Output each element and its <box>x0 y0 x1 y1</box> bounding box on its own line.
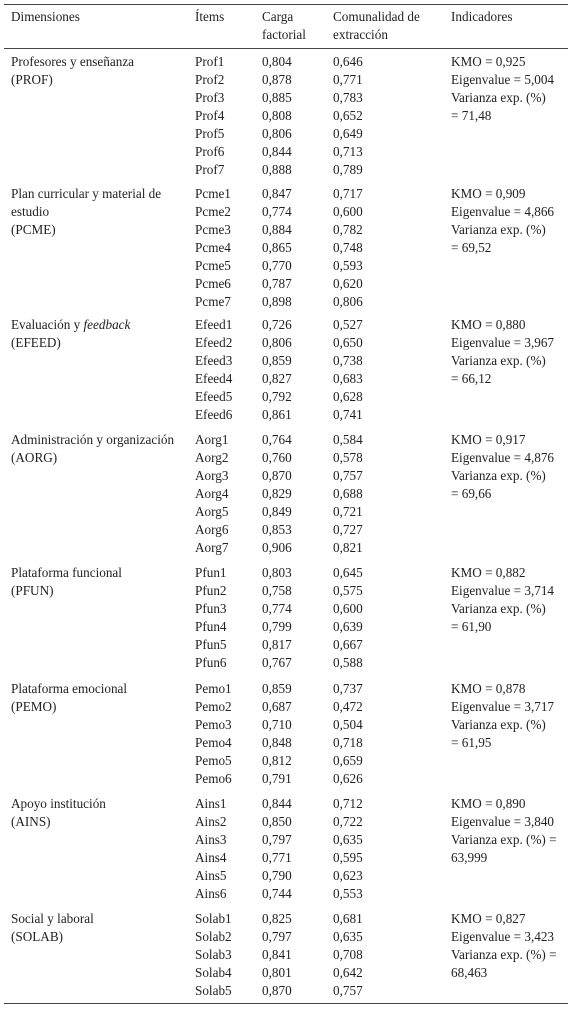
header-indicadores: Indicadores <box>451 9 513 24</box>
carga-value: 0,844 <box>262 144 292 159</box>
carga-value: 0,884 <box>262 222 292 237</box>
dimension-cell <box>11 910 189 946</box>
item-code: Aorg5 <box>195 504 229 519</box>
indicador-line: Varianza exp. (%) <box>451 717 546 732</box>
item-code: Pfun6 <box>195 655 227 670</box>
comunalidad-value: 0,553 <box>333 886 363 901</box>
comunalidad-value: 0,635 <box>333 929 363 944</box>
carga-column <box>262 53 322 179</box>
comunalidad-value: 0,472 <box>333 699 363 714</box>
item-code: Pcme1 <box>195 186 231 201</box>
carga-value: 0,806 <box>262 126 292 141</box>
dimension-cell <box>11 431 189 467</box>
indicador-line: Eigenvalue = 3,714 <box>451 583 555 598</box>
comunalidad-value: 0,789 <box>333 162 363 177</box>
indicador-line: KMO = 0,890 <box>451 796 526 811</box>
comunalidad-value: 0,646 <box>333 54 363 69</box>
dimension-name-prefix: Evaluación y <box>11 317 84 332</box>
comunalidad-value: 0,575 <box>333 583 363 598</box>
item-code: Pemo2 <box>195 699 232 714</box>
indicadores-column <box>451 910 569 982</box>
carga-value: 0,797 <box>262 832 292 847</box>
item-code: Efeed1 <box>195 317 233 332</box>
indicador-line: Varianza exp. (%) = <box>451 832 557 847</box>
comunalidad-value: 0,718 <box>333 735 363 750</box>
item-code: Pemo3 <box>195 717 232 732</box>
item-code: Aorg3 <box>195 468 229 483</box>
carga-value: 0,817 <box>262 637 292 652</box>
item-code: Ains4 <box>195 850 227 865</box>
dimension-name: Plan curricular y material de <box>11 186 162 201</box>
comunalidad-value: 0,593 <box>333 258 363 273</box>
comunalidad-value: 0,578 <box>333 450 363 465</box>
carga-value: 0,770 <box>262 258 292 273</box>
item-code: Solab5 <box>195 983 232 998</box>
comunalidad-value: 0,783 <box>333 90 363 105</box>
comunalidad-value: 0,771 <box>333 72 363 87</box>
carga-value: 0,760 <box>262 450 292 465</box>
carga-value: 0,870 <box>262 983 292 998</box>
comunalidad-value: 0,595 <box>333 850 363 865</box>
carga-value: 0,844 <box>262 796 292 811</box>
item-code: Prof1 <box>195 54 225 69</box>
dimension-code: (PEMO) <box>11 699 57 714</box>
indicador-line: KMO = 0,925 <box>451 54 526 69</box>
item-code: Aorg6 <box>195 522 229 537</box>
item-code: Prof6 <box>195 144 225 159</box>
item-code: Prof2 <box>195 72 225 87</box>
comunalidad-value: 0,626 <box>333 771 363 786</box>
comunalidad-value: 0,741 <box>333 407 363 422</box>
indicador-line: KMO = 0,917 <box>451 432 526 447</box>
carga-value: 0,906 <box>262 540 292 555</box>
dimension-name: estudio <box>11 204 50 219</box>
indicador-line: Eigenvalue = 3,717 <box>451 699 555 714</box>
comunalidad-value: 0,623 <box>333 868 363 883</box>
header-items: Ítems <box>195 9 225 24</box>
carga-value: 0,885 <box>262 90 292 105</box>
carga-value: 0,758 <box>262 583 292 598</box>
header-comun-line1: Comunalidad de <box>333 9 420 24</box>
indicadores-column <box>451 53 569 125</box>
comunalidad-value: 0,782 <box>333 222 363 237</box>
item-code: Pfun4 <box>195 619 227 634</box>
carga-value: 0,806 <box>262 335 292 350</box>
indicador-line: Varianza exp. (%) = <box>451 947 557 962</box>
comunalidad-value: 0,584 <box>333 432 363 447</box>
item-code: Pfun2 <box>195 583 227 598</box>
carga-value: 0,849 <box>262 504 292 519</box>
carga-value: 0,774 <box>262 601 292 616</box>
item-code: Prof3 <box>195 90 225 105</box>
comunalidad-value: 0,821 <box>333 540 363 555</box>
comunalidad-column <box>333 795 393 903</box>
item-code: Efeed2 <box>195 335 233 350</box>
comunalidad-value: 0,652 <box>333 108 363 123</box>
items-column <box>195 53 255 179</box>
comunalidad-value: 0,713 <box>333 144 363 159</box>
item-code: Prof5 <box>195 126 225 141</box>
item-code: Ains1 <box>195 796 227 811</box>
dimension-code: (PFUN) <box>11 583 54 598</box>
item-code: Pcme2 <box>195 204 231 219</box>
carga-value: 0,771 <box>262 850 292 865</box>
carga-value: 0,812 <box>262 753 292 768</box>
item-code: Pcme5 <box>195 258 231 273</box>
carga-value: 0,726 <box>262 317 292 332</box>
comunalidad-value: 0,683 <box>333 371 363 386</box>
dimension-code: (AORG) <box>11 450 58 465</box>
indicador-line: Eigenvalue = 3,423 <box>451 929 555 944</box>
comunalidad-value: 0,757 <box>333 468 363 483</box>
carga-value: 0,799 <box>262 619 292 634</box>
item-code: Solab4 <box>195 965 232 980</box>
carga-value: 0,861 <box>262 407 292 422</box>
dimension-name: Profesores y enseñanza <box>11 54 135 69</box>
comunalidad-value: 0,639 <box>333 619 363 634</box>
comunalidad-value: 0,659 <box>333 753 363 768</box>
dimension-code: (EFEED) <box>11 335 61 350</box>
item-code: Pemo1 <box>195 681 232 696</box>
item-code: Ains3 <box>195 832 227 847</box>
carga-value: 0,870 <box>262 468 292 483</box>
comunalidad-value: 0,642 <box>333 965 363 980</box>
dimension-name: Plataforma funcional <box>11 565 122 580</box>
dimension-code: (PCME) <box>11 222 56 237</box>
comunalidad-value: 0,635 <box>333 832 363 847</box>
items-column <box>195 795 255 903</box>
indicador-line: KMO = 0,878 <box>451 681 526 696</box>
comunalidad-column <box>333 316 393 424</box>
carga-value: 0,710 <box>262 717 292 732</box>
header-carga-line1: Carga <box>262 9 294 24</box>
carga-value: 0,803 <box>262 565 292 580</box>
comunalidad-value: 0,727 <box>333 522 363 537</box>
indicador-line: Varianza exp. (%) <box>451 222 546 237</box>
comunalidad-value: 0,588 <box>333 655 363 670</box>
items-column <box>195 680 255 788</box>
carga-value: 0,797 <box>262 929 292 944</box>
item-code: Ains2 <box>195 814 227 829</box>
dimension-name: Plataforma emocional <box>11 681 128 696</box>
comunalidad-value: 0,757 <box>333 983 363 998</box>
comunalidad-value: 0,738 <box>333 353 363 368</box>
comunalidad-column <box>333 185 393 311</box>
carga-value: 0,801 <box>262 965 292 980</box>
comunalidad-value: 0,712 <box>333 796 363 811</box>
item-code: Pfun3 <box>195 601 227 616</box>
indicador-line: KMO = 0,827 <box>451 911 526 926</box>
comunalidad-column <box>333 53 393 179</box>
indicadores-column <box>451 431 569 503</box>
carga-column <box>262 564 322 672</box>
comunalidad-column <box>333 910 393 1000</box>
carga-value: 0,865 <box>262 240 292 255</box>
item-code: Pemo5 <box>195 753 232 768</box>
comunalidad-value: 0,620 <box>333 276 363 291</box>
items-column <box>195 910 255 1000</box>
indicador-line: Varianza exp. (%) <box>451 468 546 483</box>
item-code: Pcme4 <box>195 240 231 255</box>
comunalidad-value: 0,645 <box>333 565 363 580</box>
item-code: Solab1 <box>195 911 232 926</box>
comunalidad-value: 0,748 <box>333 240 363 255</box>
indicador-line: Varianza exp. (%) <box>451 90 546 105</box>
dimension-cell <box>11 564 189 600</box>
dimension-name <box>11 316 189 334</box>
dimension-code: (AINS) <box>11 814 51 829</box>
dimension-cell <box>11 185 189 239</box>
indicador-line: Varianza exp. (%) <box>451 601 546 616</box>
comunalidad-value: 0,681 <box>333 911 363 926</box>
carga-value: 0,848 <box>262 735 292 750</box>
comunalidad-value: 0,717 <box>333 186 363 201</box>
header-comun-line2: extracción <box>333 27 388 42</box>
carga-column <box>262 795 322 903</box>
carga-value: 0,888 <box>262 162 292 177</box>
comunalidad-value: 0,649 <box>333 126 363 141</box>
comunalidad-value: 0,600 <box>333 601 363 616</box>
indicador-line: Eigenvalue = 4,866 <box>451 204 555 219</box>
indicadores-column <box>451 316 569 388</box>
indicador-line: Eigenvalue = 5,004 <box>451 72 555 87</box>
indicadores-column <box>451 564 569 636</box>
dimension-cell <box>11 53 189 89</box>
dimension-cell <box>11 680 189 716</box>
item-code: Efeed3 <box>195 353 233 368</box>
carga-value: 0,853 <box>262 522 292 537</box>
indicador-line: Eigenvalue = 3,840 <box>451 814 555 829</box>
item-code: Efeed4 <box>195 371 233 386</box>
indicador-line: 63,999 <box>451 850 488 865</box>
carga-column <box>262 185 322 311</box>
header-dimensiones: Dimensiones <box>11 9 80 24</box>
dimension-cell <box>11 316 189 352</box>
comunalidad-column <box>333 680 393 788</box>
comunalidad-value: 0,650 <box>333 335 363 350</box>
indicadores-column <box>451 185 569 257</box>
item-code: Pemo6 <box>195 771 232 786</box>
carga-value: 0,841 <box>262 947 292 962</box>
items-column <box>195 564 255 672</box>
dimension-cell <box>11 795 189 831</box>
dimension-code: (SOLAB) <box>11 929 64 944</box>
carga-value: 0,687 <box>262 699 292 714</box>
item-code: Prof4 <box>195 108 225 123</box>
carga-value: 0,829 <box>262 486 292 501</box>
indicador-line: = 66,12 <box>451 371 492 386</box>
carga-value: 0,898 <box>262 294 292 309</box>
dimension-name-italic: feedback <box>83 317 131 332</box>
items-column <box>195 431 255 557</box>
item-code: Pcme7 <box>195 294 231 309</box>
comunalidad-value: 0,688 <box>333 486 363 501</box>
item-code: Pfun1 <box>195 565 227 580</box>
item-code: Aorg7 <box>195 540 229 555</box>
carga-value: 0,827 <box>262 371 292 386</box>
carga-column <box>262 316 322 424</box>
comunalidad-value: 0,504 <box>333 717 363 732</box>
item-code: Prof7 <box>195 162 225 177</box>
comunalidad-value: 0,721 <box>333 504 363 519</box>
carga-value: 0,792 <box>262 389 292 404</box>
dimension-name: Administración y organización <box>11 432 175 447</box>
comunalidad-value: 0,708 <box>333 947 363 962</box>
carga-value: 0,774 <box>262 204 292 219</box>
carga-value: 0,767 <box>262 655 292 670</box>
carga-value: 0,787 <box>262 276 292 291</box>
item-code: Ains6 <box>195 886 227 901</box>
comunalidad-value: 0,628 <box>333 389 363 404</box>
indicador-line: = 61,90 <box>451 619 492 634</box>
indicador-line: = 69,52 <box>451 240 492 255</box>
carga-value: 0,764 <box>262 432 292 447</box>
carga-value: 0,847 <box>262 186 292 201</box>
comunalidad-value: 0,806 <box>333 294 363 309</box>
comunalidad-value: 0,667 <box>333 637 363 652</box>
comunalidad-value: 0,600 <box>333 204 363 219</box>
item-code: Pcme6 <box>195 276 231 291</box>
carga-value: 0,859 <box>262 353 292 368</box>
item-code: Pemo4 <box>195 735 232 750</box>
dimension-name: Social y laboral <box>11 911 94 926</box>
comunalidad-value: 0,722 <box>333 814 363 829</box>
items-column <box>195 316 255 424</box>
items-column <box>195 185 255 311</box>
comunalidad-value: 0,527 <box>333 317 363 332</box>
carga-column <box>262 910 322 1000</box>
carga-value: 0,808 <box>262 108 292 123</box>
header-bottom-rule <box>4 48 568 49</box>
carga-value: 0,744 <box>262 886 292 901</box>
indicador-line: 68,463 <box>451 965 488 980</box>
dimension-code: (PROF) <box>11 72 53 87</box>
carga-column <box>262 680 322 788</box>
indicador-line: = 69,66 <box>451 486 492 501</box>
item-code: Aorg1 <box>195 432 229 447</box>
dimension-name: Apoyo institución <box>11 796 106 811</box>
indicadores-column <box>451 680 569 752</box>
carga-value: 0,790 <box>262 868 292 883</box>
table-top-rule <box>4 4 568 5</box>
carga-column <box>262 431 322 557</box>
indicador-line: Varianza exp. (%) <box>451 353 546 368</box>
comunalidad-column <box>333 431 393 557</box>
header-comunalidad <box>333 8 438 44</box>
carga-value: 0,859 <box>262 681 292 696</box>
carga-value: 0,850 <box>262 814 292 829</box>
comunalidad-column <box>333 564 393 672</box>
item-code: Ains5 <box>195 868 227 883</box>
item-code: Efeed5 <box>195 389 233 404</box>
comunalidad-value: 0,737 <box>333 681 363 696</box>
indicador-line: KMO = 0,909 <box>451 186 526 201</box>
table-bottom-rule <box>4 1003 568 1004</box>
item-code: Pfun5 <box>195 637 227 652</box>
indicador-line: Eigenvalue = 3,967 <box>451 335 555 350</box>
indicador-line: KMO = 0,880 <box>451 317 526 332</box>
item-code: Solab2 <box>195 929 232 944</box>
indicador-line: KMO = 0,882 <box>451 565 526 580</box>
indicadores-column <box>451 795 569 867</box>
item-code: Aorg2 <box>195 450 229 465</box>
item-code: Aorg4 <box>195 486 229 501</box>
carga-value: 0,825 <box>262 911 292 926</box>
carga-value: 0,791 <box>262 771 292 786</box>
header-carga-factorial <box>262 8 322 44</box>
item-code: Pcme3 <box>195 222 231 237</box>
indicador-line: = 61,95 <box>451 735 492 750</box>
item-code: Solab3 <box>195 947 232 962</box>
carga-value: 0,878 <box>262 72 292 87</box>
item-code: Efeed6 <box>195 407 233 422</box>
header-carga-line2: factorial <box>262 27 306 42</box>
indicador-line: Eigenvalue = 4,876 <box>451 450 555 465</box>
carga-value: 0,804 <box>262 54 292 69</box>
indicador-line: = 71,48 <box>451 108 492 123</box>
